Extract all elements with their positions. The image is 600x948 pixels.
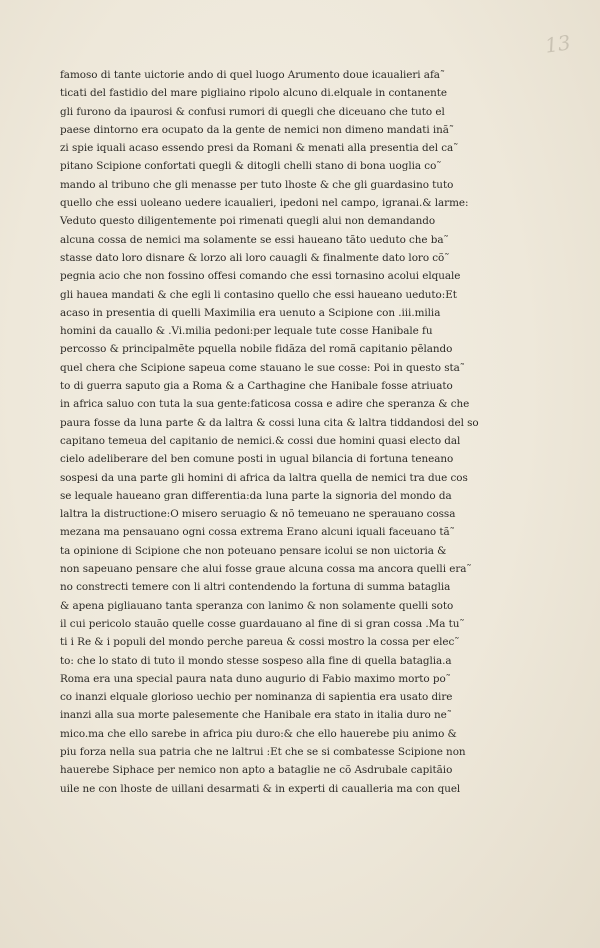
text-line: to di guerra saputo gia a Roma & a Carthagine che Hanibale fosse atriuato <box>60 380 453 393</box>
text-line: mando al tribuno che gli menasse per tuto lhoste & che gli guardasino tuto <box>60 178 454 191</box>
text-line: hauerebe Siphace per nemico non apto a bataglie ne cõ Asdrubale capitãio <box>60 764 453 777</box>
text-line: ta opinione di Scipione che non poteuano pensare icolui se non uictoria & <box>60 544 447 557</box>
text-line: capitano temeua del capitanio de nemici.& cossi due homini quasi electo dal <box>60 434 461 447</box>
text-line: laltra la distructione:O misero seruagio & nõ temeuano ne sperauano cossa <box>60 508 456 521</box>
folio-number: 13 <box>543 30 572 58</box>
text-line: paura fosse da luna parte & da laltra & cossi luna cita & laltra tiddandosi del so <box>60 416 479 429</box>
text-line: Veduto questo diligentemente poi rimenati quegli alui non demandando <box>60 215 436 228</box>
text-line: ti i Re & i populi del mondo perche pareua & cossi mostro la cossa per elec˜ <box>60 636 460 649</box>
text-line: il cui pericolo stauão quelle cosse guardauano al fine di si gran cossa .Ma tu˜ <box>60 617 465 630</box>
text-line: famoso di tante uictorie ando di quel luogo Arumento doue icaualieri afa˜ <box>60 69 446 81</box>
text-line: in africa saluo con tuta la sua gente:faticosa cossa e adire che speranza & che <box>60 398 470 411</box>
text-line: stasse dato loro disnare & lorzo ali loro cauagli & finalmente dato loro cõ˜ <box>60 251 450 264</box>
text-line: quel chera che Scipione sapeua come stauano le sue cosse: Poi in questo sta˜ <box>60 361 465 374</box>
text-line: co inanzi elquale glorioso uechio per nominanza di sapientia era usato dire <box>60 691 453 704</box>
text-line: percosso & principalmẽte pquella nobile fidãza del romã capitanio pẽlando <box>60 343 453 356</box>
text-line: & apena pigliauano tanta speranza con lanimo & non solamente quelli soto <box>60 599 454 612</box>
text-line: gli hauea mandati & che egli li contasino quello che essi haueano ueduto:Et <box>60 288 457 301</box>
text-line: alcuna cossa de nemici ma solamente se essi haueano tãto ueduto che ba˜ <box>60 233 449 246</box>
text-line: ticati del fastidio del mare pigliaino ripolo alcuno di.elquale in contanente <box>60 87 447 100</box>
text-line: se lequale haueano gran differentia:da luna parte la signoria del mondo da <box>60 489 452 502</box>
text-line: to: che lo stato di tuto il mondo stesse sospeso alla fine di quella bataglia.a <box>60 654 452 667</box>
text-line: cielo adeliberare del ben comune posti in ugual bilancia di fortuna teneano <box>60 453 454 466</box>
text-line: pitano Scipione confortati quegli & ditogli chelli stano di bona uoglia co˜ <box>60 160 442 173</box>
text-line: mico.ma che ello sarebe in africa piu duro:& che ello hauerebe piu animo & <box>60 727 457 740</box>
text-line: uile ne con lhoste de uillani desarmati & in experti di caualleria ma con quel <box>60 782 461 795</box>
text-line: zi spie iquali acaso essendo presi da Romani & menati alla presentia del ca˜ <box>60 142 459 155</box>
text-line: pegnia acio che non fossino offesi comando che essi tornasino acolui elquale <box>60 270 461 283</box>
text-line: homini da cauallo & .Vi.milia pedoni:per lequale tute cosse Hanibale fu <box>60 325 433 338</box>
text-line: mezana ma pensauano ogni cossa extrema Erano alcuni iquali faceuano tã˜ <box>60 526 455 539</box>
text-line: inanzi alla sua morte palesemente che Hanibale era stato in italia duro ne˜ <box>60 709 452 722</box>
text-line: non sapeuano pensare che alui fosse graue alcuna cossa ma ancora quelli era˜ <box>60 563 472 576</box>
text-line: piu forza nella sua patria che ne laltrui :Et che se si combatesse Scipione non <box>60 745 466 758</box>
text-line: no constrecti temere con li altri contendendo la fortuna di summa bataglia <box>60 581 451 594</box>
text-line: paese dintorno era ocupato da la gente de nemici non dimeno mandati inã˜ <box>60 123 455 136</box>
text-line: acaso in presentia di quelli Maximilia era uenuto a Scipione con .iii.milia <box>60 306 441 319</box>
text-line: gli furono da ipaurosi & confusi rumori di quegli che diceuano che tuto el <box>60 105 445 118</box>
text-line: sospesi da una parte gli homini di africa da laltra quella de nemici tra due cos <box>60 471 468 484</box>
text-line: Roma era una special paura nata duno augurio di Fabio maximo morto po˜ <box>60 672 451 685</box>
text-line: quello che essi uoleano uedere icaualieri, ipedoni nel campo, igranai.& larme: <box>60 197 469 210</box>
text-body <box>60 66 480 798</box>
